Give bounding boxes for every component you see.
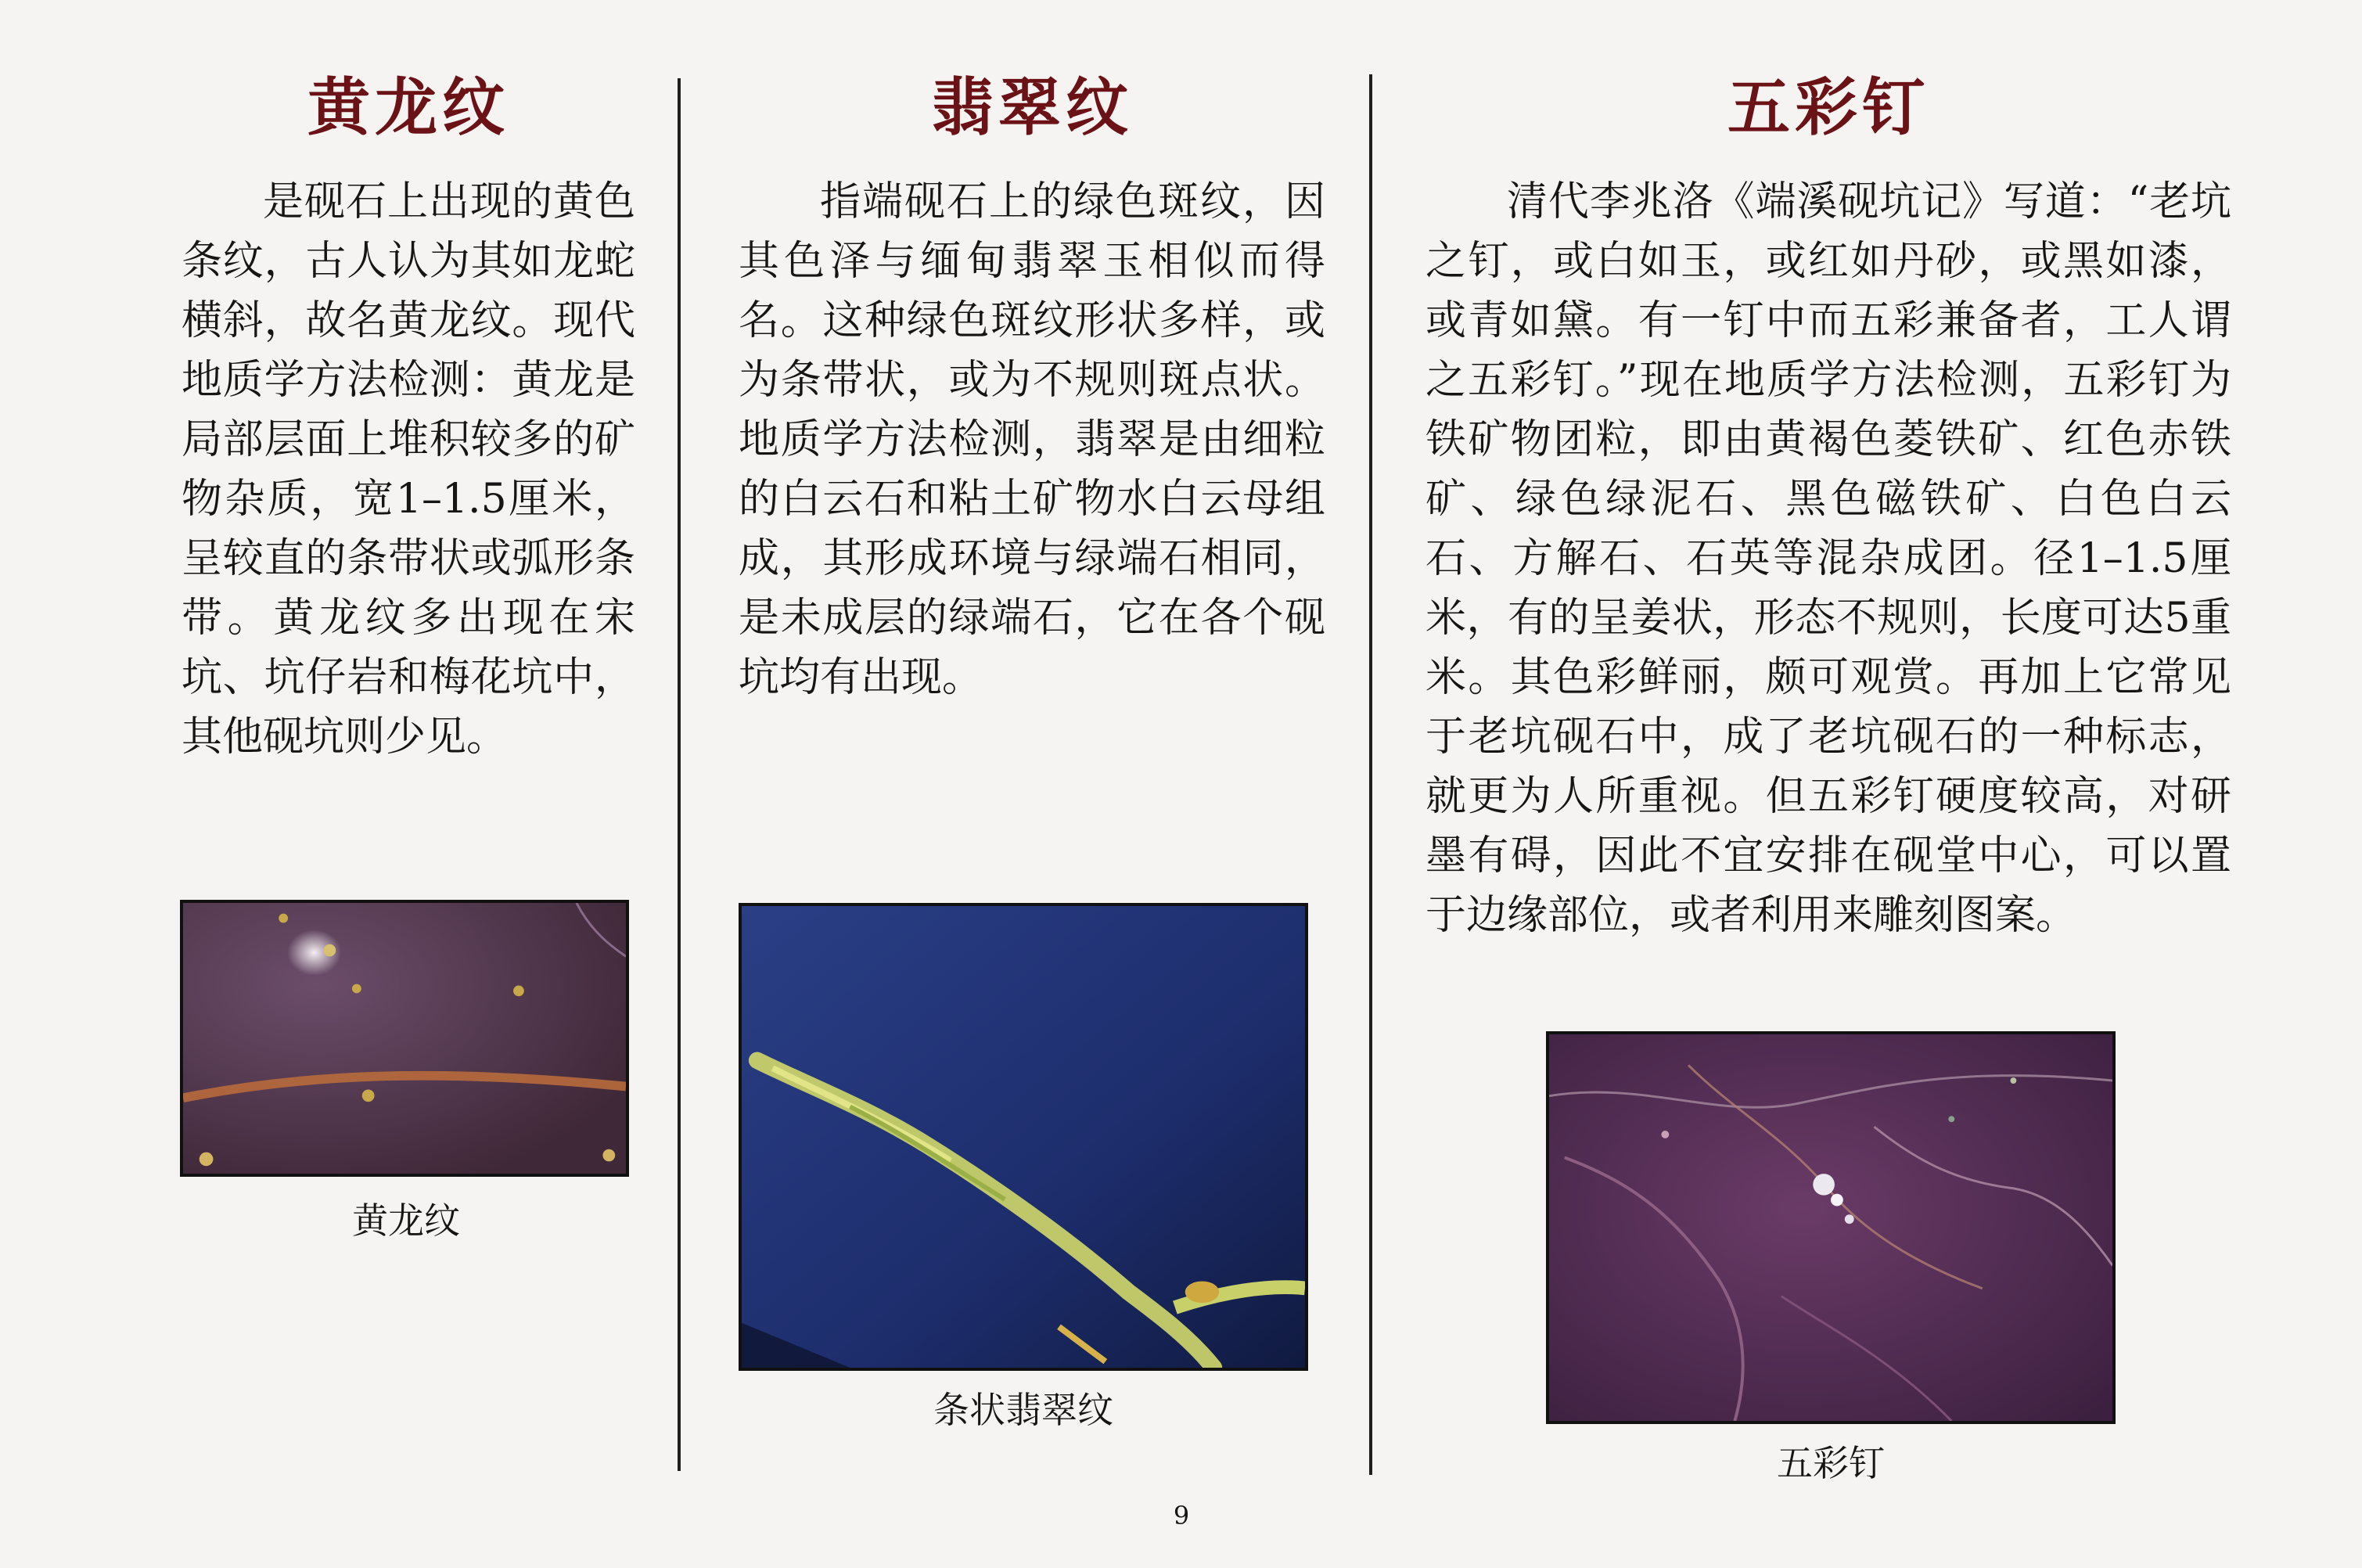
photo-caption: 条状翡翠纹 bbox=[933, 1389, 1113, 1431]
photo-caption: 黄龙纹 bbox=[352, 1199, 460, 1242]
page-number: 9 bbox=[1173, 1501, 1190, 1530]
section-body: 指端砚石上的绿色斑纹，因其色泽与缅甸翡翠玉相似而得名。这种绿色斑纹形状多样，或为条带状，或为不规则斑点状。地质学方法检测，翡翠是由细粒的白云石和粘土矿物水白云母组成，其形成环境与绿端石相同，是未成层的绿端石，它在各个砚坑均有出现。 bbox=[739, 178, 1325, 701]
column-divider bbox=[678, 78, 681, 1471]
column-divider bbox=[1369, 74, 1372, 1475]
section-title: 翡翠纹 bbox=[931, 70, 1133, 144]
section-title: 黄龙纹 bbox=[307, 70, 509, 144]
photo-caption: 五彩钉 bbox=[1777, 1442, 1885, 1484]
feicuiwen-photo bbox=[739, 903, 1308, 1371]
wucaiding-photo bbox=[1546, 1031, 2116, 1424]
section-body: 是砚石上出现的黄色条纹，古人认为其如龙蛇横斜，故名黄龙纹。现代地质学方法检测：黄龙是局部层面上堆积较多的矿物杂质，宽1–1.5厘米，呈较直的条带状或弧形条带。黄龙纹多出现在宋坑、坑仔岩和梅花坑中，其他砚坑则少见。 bbox=[182, 178, 635, 761]
section-body: 清代李兆洛《端溪砚坑记》写道：“老坑之钉，或白如玉，或红如丹砂，或黑如漆，或青如黛。有一钉中而五彩兼备者，工人谓之五彩钉。”现在地质学方法检测，五彩钉为铁矿物团粒，即由黄褐色菱铁矿、红色赤铁矿、绿色绿泥石、黑色磁铁矿、白色白云石、方解石、石英等混杂成团。径1–1.5厘米，有的呈姜状，形态不规则，长度可达5重米。其色彩鲜丽，颇可观赏。再加上它常见于老坑砚石中，成了老坑砚石的一种标志，就更为人所重视。但五彩钉硬度较高，对研墨有碍，因此不宜安排在砚堂中心，可以置于边缘部位，或者利用来雕刻图案。 bbox=[1425, 178, 2231, 939]
section-title: 五彩钉 bbox=[1727, 70, 1929, 144]
huanglongwen-photo bbox=[180, 900, 629, 1177]
